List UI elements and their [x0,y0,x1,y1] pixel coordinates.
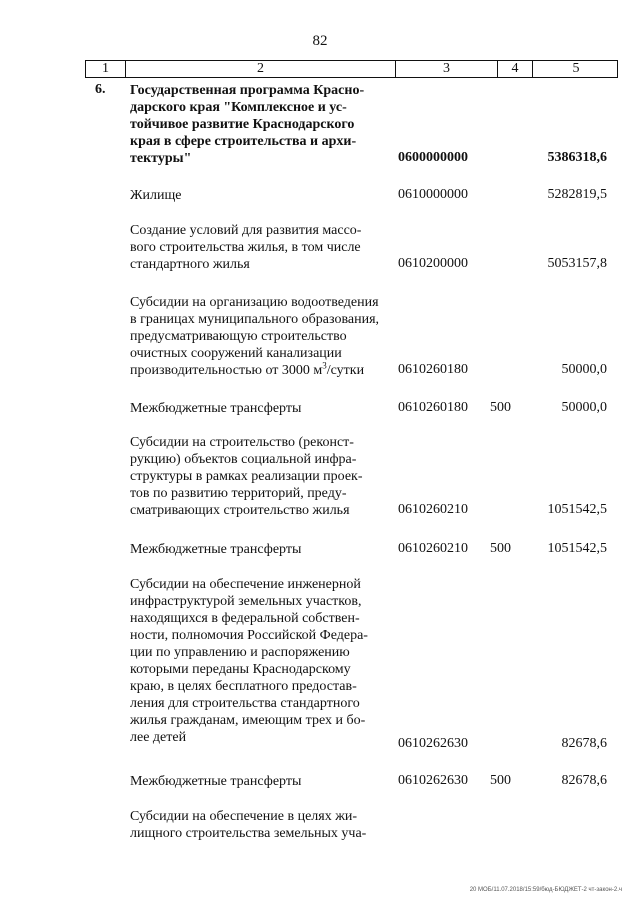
row-code: 0610262630 [398,736,468,751]
row-vr: 500 [490,541,511,556]
row-vr: 500 [490,773,511,788]
row-name: Межбюджетные трансферты [130,774,302,789]
row-code: 0600000000 [398,150,468,165]
row-name: Государственная программа Красно- дарского края "Комплексное и ус- тойчивое развитие Краснодарского края в сфере строительства и архи- тектуры" [130,83,365,166]
row-code: 0610260210 [398,502,468,517]
row-amount: 5053157,8 [547,256,607,271]
row-amount: 82678,6 [561,736,607,751]
header-col-2: 2 [126,61,396,77]
row-name: Межбюджетные трансферты [130,401,302,416]
row-code: 0610000000 [398,187,468,202]
row-code: 0610200000 [398,256,468,271]
header-col-5: 5 [572,61,580,76]
footer-stamp: 20 МОБ/11.07.2018/15:59/бюд-БЮДЖЕТ-2 чт-закон-2.ч [469,887,622,893]
row-amount: 5386318,6 [547,150,607,165]
row-amount: 1051542,5 [547,502,607,517]
row-name [130,294,390,379]
row-name: Создание условий для развития массо- вого строительства жилья, в том числе стандартного жилья [130,223,362,272]
row-amount: 82678,6 [561,773,607,788]
row-name-superscript: 3 [322,360,327,371]
row-name-text: Субсидии на организацию водоотведения в границах муниципального образования, предусматривающую строительство очистных сооружений канализации производительностью от 3000 м [130,295,380,378]
row-amount: 50000,0 [561,400,607,415]
row-amount: 50000,0 [561,362,607,377]
row-code: 0610262630 [398,773,468,788]
row-number: 6. [95,82,106,97]
row-amount: 5282819,5 [547,187,607,202]
row-code: 0610260180 [398,362,468,377]
row-code: 0610260210 [398,541,468,556]
header-col-1: 1 [86,61,126,77]
row-name-text-end: /сутки [326,363,365,378]
header-col-3: 3 [396,61,498,77]
row-name: Субсидии на обеспечение инженерной инфраструктурой земельных участков, находящихся в федеральной собствен- ности, полномочия Российской Федера- ции по управлению и распоряжению которыми переданы Краснодарскому краю, в целях бесплатного предостав- ления для строительства стандартного жилья гражданам, имеющим трех и бо- лее детей [130,577,368,745]
row-amount: 1051542,5 [547,541,607,556]
row-name: Субсидии на обеспечение в целях жи- лищного строительства земельных уча- [130,809,367,841]
row-code: 0610260180 [398,400,468,415]
row-name: Межбюджетные трансферты [130,542,302,557]
header-col-4: 4 [498,61,533,77]
row-name: Субсидии на строительство (реконст- рукцию) объектов социальной инфра- структуры в рамках реализации проек- тов по развитию территорий, преду- сматривающих строительство жилья [130,435,363,518]
table-header-row [85,60,618,78]
row-vr: 500 [490,400,511,415]
page-number: 82 [312,33,328,49]
row-name: Жилище [130,188,182,203]
